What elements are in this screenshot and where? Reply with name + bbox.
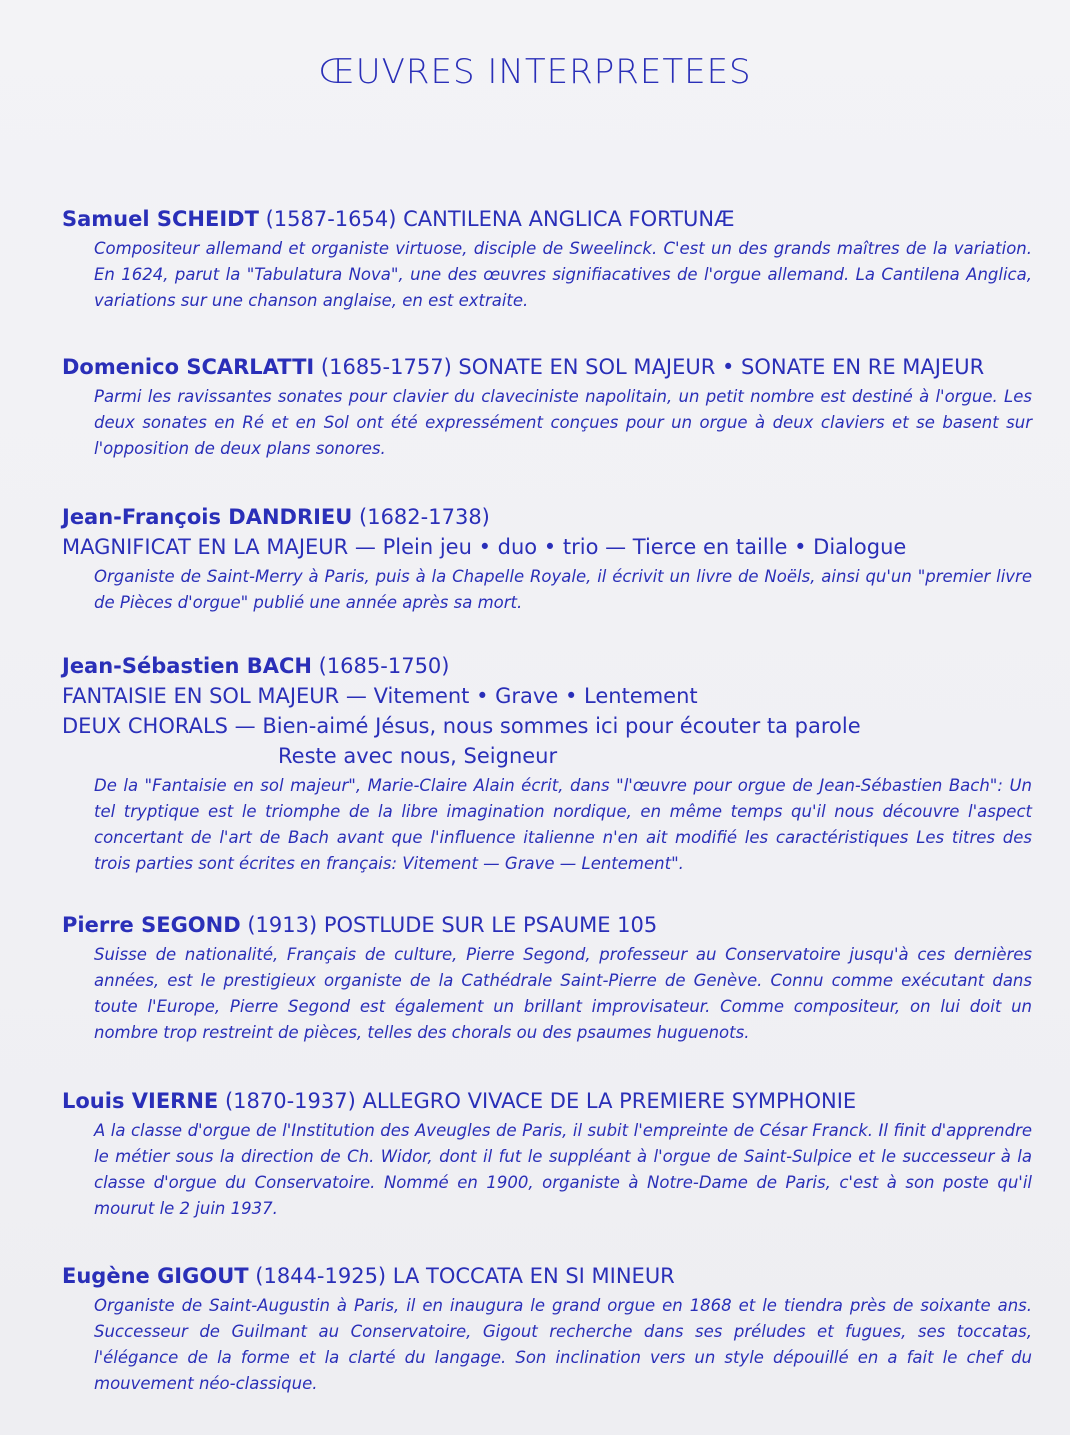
entry-description: Compositeur allemand et organiste virtuose, disciple de Sweelinck. C'est un des grands maîtres de la variation. En 1624, parut la "Tabulatura Nova", une des œuvres signifiacatives de l'orgue allemand. La Cantilena Anglica, variations sur une chanson anglaise, en est extraite. [94,239,1032,310]
entry-work: (1870-1937) ALLEGRO VIVACE DE LA PREMIERE SYMPHONIE [218,1089,857,1113]
entry-vierne [62,1086,1042,1222]
entry-dandrieu [62,502,1042,616]
entry-gigout [62,1261,1042,1397]
composer-name: Samuel SCHEIDT [62,207,259,231]
entry-dates: (1685-1750) [311,654,450,678]
entry-description: Organiste de Saint-Merry à Paris, puis à la Chapelle Royale, il écrivit un livre de Noëls, ainsi qu'un "premier livre de Pièces d'orgue" publié une année après sa mort. [94,567,1032,612]
entry-work: MAGNIFICAT EN LA MAJEUR — Plein jeu • duo • trio — Tierce en taille • Dialogue [62,535,907,559]
entry-description: Parmi les ravissantes sonates pour clavier du claveciniste napolitain, un petit nombre est destiné à l'orgue. Les deux sonates en Ré et en Sol ont été expressément conçues pour un orgue à deux claviers et se basent sur l'opposition de deux plans sonores. [94,387,1032,458]
entry-segond [62,910,1042,1046]
page-title: ŒUVRES INTERPRETEES [318,52,752,92]
entry-work: DEUX CHORALS — Bien-aimé Jésus, nous sommes ici pour écouter ta parole [62,714,861,738]
entry-work: FANTAISIE EN SOL MAJEUR — Vitement • Grave • Lentement [62,684,698,708]
entry-heading [62,651,1042,681]
entry-description: Organiste de Saint-Augustin à Paris, il en inaugura le grand orgue en 1868 et le tiendra près de soixante ans. Successeur de Guilmant au Conservatoire, Gigout recherche dans ses préludes et fugues, ses toccatas, l'élégance de la forme et la clarté du langage. Son inclination vers un style dépouillé en a fait le chef du mouvement néo-classique. [94,1296,1032,1393]
entry-heading [62,1261,1042,1291]
entry-scarlatti [62,352,1042,462]
composer-name: Pierre SEGOND [62,913,241,937]
entry-work: (1685-1757) SONATE EN SOL MAJEUR • SONATE EN RE MAJEUR [314,355,985,379]
composer-name: Louis VIERNE [62,1089,219,1113]
entry-work: Reste avec nous, Seigneur [278,744,558,768]
composer-name: Jean-Sébastien BACH [62,654,312,678]
entry-bach [62,651,1042,877]
entry-work: (1844-1925) LA TOCCATA EN SI MINEUR [248,1264,675,1288]
entry-dates: (1682-1738) [352,505,490,529]
entry-description: A la classe d'orgue de l'Institution des Aveugles de Paris, il subit l'empreinte de César Franck. Il finit d'apprendre le métier sous la direction de Ch. Widor, dont il fut le suppléant à l'orgue de Saint-Sulpice et le successeur à la classe d'orgue du Conservatoire. Nommé en 1900, organiste à Notre-Dame de Paris, c'est à son poste qu'il mourut le 2 juin 1937. [94,1121,1032,1218]
entry-work: (1913) POSTLUDE SUR LE PSAUME 105 [240,913,658,937]
composer-name: Jean-François DANDRIEU [62,505,353,529]
entry-heading [62,502,1042,532]
composer-name: Eugène GIGOUT [62,1264,249,1288]
entry-description: De la "Fantaisie en sol majeur", Marie-Claire Alain écrit, dans "l'œuvre pour orgue de Jean-Sébastien Bach": Un tel tryptique est le triomphe de la libre imagination nordique, en même temps qu'il nous découvre l'aspect concertant de l'art de Bach avant que l'influence italienne n'en ait modifié les caractéristiques Les titres des trois parties sont écrites en français: Vitement — Grave — Lentement". [94,776,1032,873]
entry-heading [62,1086,1042,1116]
entry-scheidt [62,204,1042,314]
entry-work: (1587-1654) CANTILENA ANGLICA FORTUNÆ [258,207,735,231]
entry-heading [62,910,1042,940]
entry-description: Suisse de nationalité, Français de culture, Pierre Segond, professeur au Conservatoire jusqu'à ces dernières années, est le prestigieux organiste de la Cathédrale Saint-Pierre de Genève. Connu comme exécutant dans toute l'Europe, Pierre Segond est également un brillant improvisateur. Comme compositeur, on lui doit un nombre trop restreint de pièces, telles des chorals ou des psaumes huguenots. [94,945,1032,1042]
entry-heading [62,204,1042,234]
entry-heading [62,352,1042,382]
composer-name: Domenico SCARLATTI [62,355,315,379]
